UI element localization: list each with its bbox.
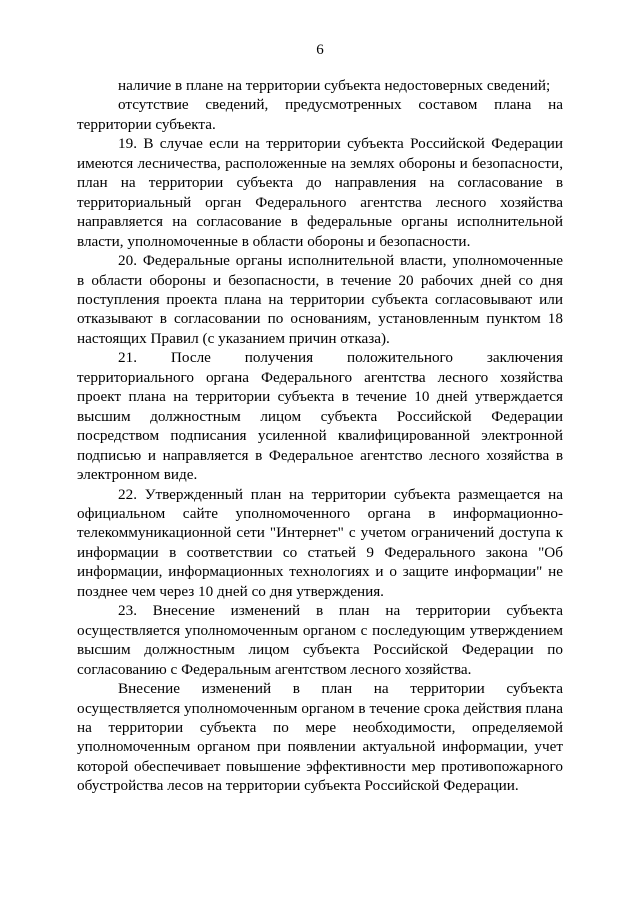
document-body	[77, 76, 563, 796]
paragraph-missing-info: отсутствие сведений, предусмотренных составом плана на территории субъекта.	[77, 96, 563, 133]
paragraph-unreliable-info: наличие в плане на территории субъекта недостоверных сведений;	[118, 77, 551, 94]
paragraph-amendments: Внесение изменений в план на территории субъекта осуществляется уполномоченным органом в течение срока действия плана на территории субъекта по мере необходимости, определяемой уполномоченным органом при появлении актуальной информации, учет которой обеспечивает повышение эффективности мер противопожарного обустройства лесов на территории субъекта Российской Федерации.	[77, 680, 563, 795]
paragraph-clause-22: 22. Утвержденный план на территории субъекта размещается на официальном сайте уполномоченного органа в информационно-телекоммуникационной сети "Интернет" с учетом ограничений доступа к информации в соответствии со статьей 9 Федерального закона "Об информации, информационных технологиях и о защите информации" не позднее чем через 10 дней со дня утверждения.	[77, 485, 563, 600]
paragraph-clause-23: 23. Внесение изменений в план на территории субъекта осуществляется уполномоченным органом с последующим утверждением высшим должностным лицом субъекта Российской Федерации по согласованию с Федеральным агентством лесного хозяйства.	[77, 602, 563, 678]
paragraph-clause-21: 21. После получения положительного заключения территориального органа Федерального агентства лесного хозяйства проект плана на территории субъекта в течение 10 дней утверждается высшим должностным лицом субъекта Российской Федерации посредством подписания усиленной квалифицированной электронной подписью и направляется в Федеральное агентство лесного хозяйства в электронном виде.	[77, 349, 563, 484]
paragraph-clause-20: 20. Федеральные органы исполнительной власти, уполномоченные в области обороны и безопасности, в течение 20 рабочих дней со дня поступления проекта плана на территории субъекта согласовывают или отказывают в согласовании по основаниям, установленным пунктом 18 настоящих Правил (с указанием причин отказа).	[77, 252, 563, 347]
page-number: 6	[316, 42, 324, 58]
paragraph-clause-19: 19. В случае если на территории субъекта Российской Федерации имеются лесничества, расположенные на землях обороны и безопасности, план на территории субъекта до направления на согласование в территориальный орган Федерального агентства лесного хозяйства направляется на согласование в федеральные органы исполнительной власти, уполномоченные в области обороны и безопасности.	[77, 135, 563, 250]
